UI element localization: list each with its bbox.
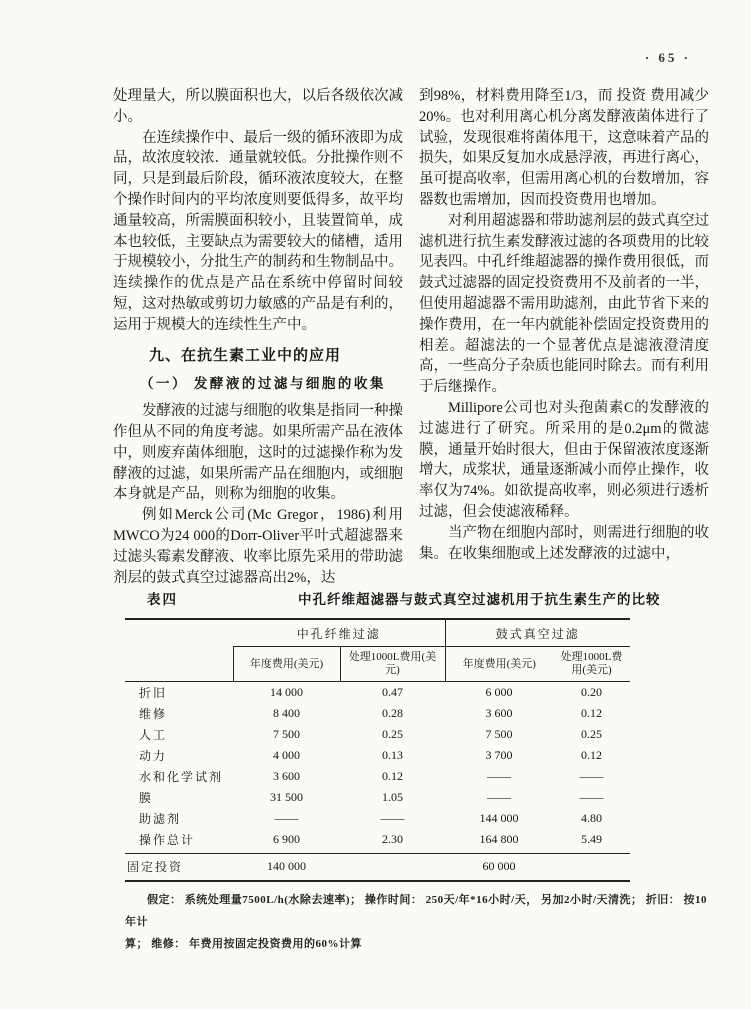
group-header-hollow-fiber: 中孔纤维过滤 bbox=[233, 619, 445, 647]
footnote-line: 算； 维修： 年费用按固定投资费用的60%计算 bbox=[125, 938, 362, 950]
column-header-annual-cost: 年度费用(美元) bbox=[445, 647, 553, 682]
empty-header-cell bbox=[125, 619, 233, 647]
table-row-operating-total: 操作总计 6 900 2.30 164 800 5.49 bbox=[125, 829, 630, 854]
table-row: 维修 8 400 0.28 3 600 0.12 bbox=[139, 706, 603, 721]
paragraph: 到98%，材料费用降至1/3，而 投资 费用减少20%。也对利用离心机分离发酵液菌体进行了试验，发现很难将菌体甩干，这意味着产品的损失，如果反复加水成悬浮液，再进行离心，虽可提高收率，但需用离心机的台数增加，容器数也需增加，因而投资费用也增加。 bbox=[419, 88, 709, 208]
subsection-heading: （一） 发酵液的过滤与细胞的收集 bbox=[140, 376, 386, 392]
table-footnote bbox=[125, 889, 709, 955]
paragraph: 在连续操作中、最后一级的循环液即为成品，故浓度较浓．通量就较低。分批操作则不同，只是到最后阶段，循环液浓度较大，在整个操作时间内的平均浓度则要低得多，故平均通量较高，所需膜面积较小，且装置简单，成本也较低，主要缺点为需要较大的储槽，适用于规模较小，分批生产的制药和生物制品中。连续操作的优点是产品在系统中停留时间较短，这对热敏或剪切力敏感的产品是有利的，运用于规模大的连续性生产中。 bbox=[113, 129, 403, 333]
paragraph: 当产物在细胞内部时，则需进行细胞的收集。在收集细胞或上述发酵液的过滤中， bbox=[419, 524, 709, 562]
two-column-text bbox=[113, 86, 709, 588]
table-row-fixed-investment: 固定投资 140 000 60 000 bbox=[127, 859, 516, 874]
table-title: 中孔纤维超滤器与鼓式真空过滤机用于抗生素生产的比较 bbox=[298, 592, 661, 607]
cost-comparison-table-block bbox=[125, 588, 709, 955]
paragraph: Millipore公司也对头孢菌素C的发酵液的过滤进行了研究。所采用的是0.2μm的微滤膜，通量开始时很大，但由于保留液浓度逐渐增大，成浆状，通量逐渐减小而停止操作，收率仅为74%。如欲提高收率，则必须进行透析过滤，但会使滤液稀释。 bbox=[419, 399, 709, 520]
column-header-per-1000l: 处理1000L费用(美元) bbox=[340, 647, 445, 682]
table-group-header-row bbox=[125, 619, 630, 647]
paragraph: 处理量大，所以膜面积也大，以后各级依次减小。 bbox=[113, 88, 403, 125]
left-column bbox=[113, 86, 403, 588]
empty-header-cell bbox=[125, 647, 233, 682]
table-row: 折旧 14 000 0.47 6 000 0.20 bbox=[139, 685, 603, 700]
table-caption bbox=[125, 588, 709, 608]
table-row: 水和化学试剂 3 600 0.12 —— —— bbox=[139, 769, 604, 784]
footnote-line: 假定： 系统处理量7500L/h(水除去速率)； 操作时间： 250天/年*16小时/天， 另加2小时/天清洗； 折旧： 按10年计 bbox=[125, 894, 708, 928]
right-column bbox=[419, 86, 709, 588]
table-row: 动力 4 000 0.13 3 700 0.12 bbox=[139, 748, 603, 763]
paragraph: 例如Merck公司(Mc Gregor，1986)利用MWCO为24 000的Dorr-Oliver平叶式超滤器来过滤头霉素发酵液、收率比原先采用的带助滤剂层的鼓式真空过滤器高出2%，达 bbox=[113, 507, 403, 586]
column-header-annual-cost: 年度费用(美元) bbox=[233, 647, 340, 682]
table-row: 膜 31 500 1.05 —— —— bbox=[139, 790, 604, 805]
group-header-drum-vacuum: 鼓式真空过滤 bbox=[445, 619, 630, 647]
section-heading: 九、在抗生素工业中的应用 bbox=[149, 346, 342, 364]
paragraph: 发酵液的过滤与细胞的收集是指同一种操作但从不同的角度考滤。如果所需产品在液体中，则废弃菌体细胞，这时的过滤操作称为发酵液的过滤，如果所需产品在细胞内，或细胞本身就是产品，则称为细胞的收集。 bbox=[113, 403, 403, 503]
column-header-per-1000l: 处理1000L费用(美元) bbox=[553, 647, 630, 682]
cost-comparison-table bbox=[125, 618, 630, 882]
table-row: 人工 7 500 0.25 7 500 0.25 bbox=[139, 727, 603, 742]
page-number: · 65 · bbox=[644, 50, 691, 65]
paragraph: 对利用超滤器和带助滤剂层的鼓式真空过滤机进行抗生素发酵液过滤的各项费用的比较见表四。中孔纤维超滤器的操作费用很低，而鼓式过滤器的固定投资费用不及前者的一半，但使用超滤器不需用助滤剂，由此节省下来的操作费用，在一年内就能补偿固定投资费用的相差。超滤法的一个显著优点是滤液澄清度高，一些高分子杂质也能同时除去。而有利用于后继操作。 bbox=[419, 212, 709, 396]
table-tag: 表四 bbox=[147, 592, 178, 607]
table-subheader-row bbox=[125, 647, 630, 682]
table-row: 助滤剂 —— —— 144 000 4.80 bbox=[139, 811, 603, 826]
